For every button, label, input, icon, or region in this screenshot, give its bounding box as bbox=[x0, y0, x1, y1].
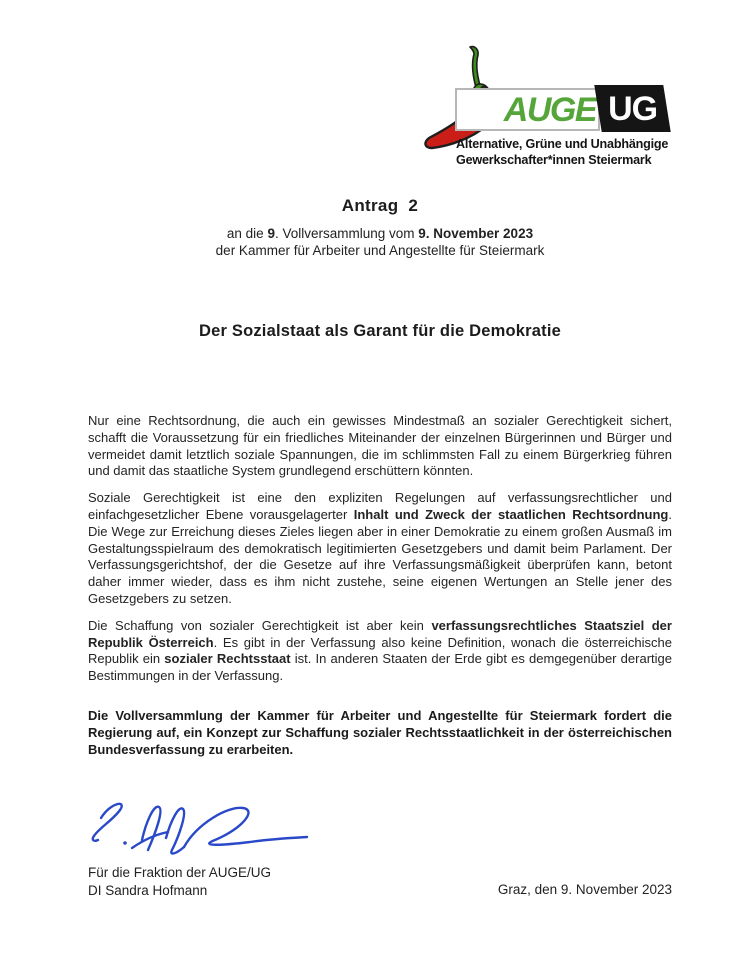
constitution-gap-paragraph bbox=[88, 618, 672, 685]
body-text: an die bbox=[226, 226, 268, 241]
logo-caption-line2: Gewerkschafter*innen Steiermark bbox=[456, 152, 652, 167]
body-text: ist. In anderen Staaten der Erde gibt es demgegenüber derartige Bestimmungen in der Verfassung. bbox=[88, 651, 672, 684]
logo-caption-line1: Alternative, Grüne und Unabhängige bbox=[456, 137, 669, 151]
date-location: Graz, den 9. November 2023 bbox=[497, 882, 672, 897]
subtitle-line2: der Kammer für Arbeiter und Angestellte für Steiermark bbox=[215, 242, 545, 258]
logo-green-box bbox=[455, 88, 600, 131]
document-subtitle bbox=[88, 226, 672, 259]
purpose-paragraph bbox=[88, 490, 672, 608]
body-text: Nur eine Rechtsordnung, die auch ein gewisses Mindestmaß an sozialer Gerechtigkeit sichert, schafft die Voraussetzung für ein friedliches Miteinander der einzelnen Bürgerinnen und Bürger und vermeidet damit letztlich soziale Spannungen, die im schlimmsten Fall zu einem Bürgerkrieg führen und damit das staatliche System grundlegend erschüttern könnten. bbox=[88, 413, 672, 479]
body-text: Die Schaffung von sozialer Gerechtigkeit ist aber kein bbox=[88, 617, 432, 633]
demand-paragraph bbox=[88, 708, 672, 758]
document-heading: Der Sozialstaat als Garant für die Demokratie bbox=[198, 322, 562, 340]
signature-role-line: Für die Fraktion der AUGE/UG bbox=[88, 865, 272, 880]
emphasized-text: 9 bbox=[267, 226, 275, 241]
intro-paragraph bbox=[88, 413, 672, 480]
logo-text-ug: UG bbox=[608, 89, 657, 128]
title-block bbox=[88, 196, 672, 259]
document-body bbox=[88, 413, 672, 768]
body-text: . Vollversammlung vom bbox=[274, 226, 419, 241]
signatory-name: DI Sandra Hofmann bbox=[88, 883, 208, 898]
signature-block bbox=[88, 864, 271, 900]
emphasized-text: verfassungsrechtliches Staatsziel der Republik Österreich bbox=[88, 617, 672, 650]
emphasized-text: sozialer Rechtsstaat bbox=[164, 651, 291, 667]
body-text: . Es gibt in der Verfassung also keine Definition, wonach die österreichische Republik ein bbox=[88, 634, 672, 667]
body-text: Soziale Gerechtigkeit ist eine den expliziten Regelungen auf verfassungsrechtlicher und einfachgesetzlicher Ebene vorausgelagerter bbox=[88, 490, 672, 522]
logo-black-box bbox=[594, 85, 670, 132]
auge-ug-logo bbox=[420, 40, 682, 172]
emphasized-text: Die Vollversammlung der Kammer für Arbeiter und Angestellte für Steiermark fordert die Regierung auf, ein Konzept zur Schaffung sozialer Rechtsstaatlichkeit in der österreichischen Bundesverfassung zu erarbeiten. bbox=[88, 707, 672, 757]
emphasized-text: Inhalt und Zweck der staatlichen Rechtsordnung bbox=[353, 506, 669, 522]
document-title: Antrag 2 bbox=[341, 196, 419, 215]
emphasized-text: 9. November 2023 bbox=[418, 226, 534, 241]
logo-caption bbox=[456, 137, 668, 168]
body-text: . Die Wege zur Erreichung dieses Zieles liegen aber in einer Demokratie zu einem großen Ausmaß im Gestaltungsspielraum des demokratisch legitimierten Gesetzgebers und damit beim Parlament. Der Verfassungsgerichtshof, der die Gesetze auf ihre Verfassungsmäßigkeit überprüfen kann, betont daher immer wieder, dass es ihm nicht zustehe, seine eigenen Wertungen an Stelle jener des Gesetzgebers zu setzen. bbox=[88, 506, 672, 606]
subtitle-line1 bbox=[227, 226, 533, 241]
handwritten-signature bbox=[85, 794, 320, 864]
logo-text-auge: AUGE bbox=[503, 90, 596, 129]
